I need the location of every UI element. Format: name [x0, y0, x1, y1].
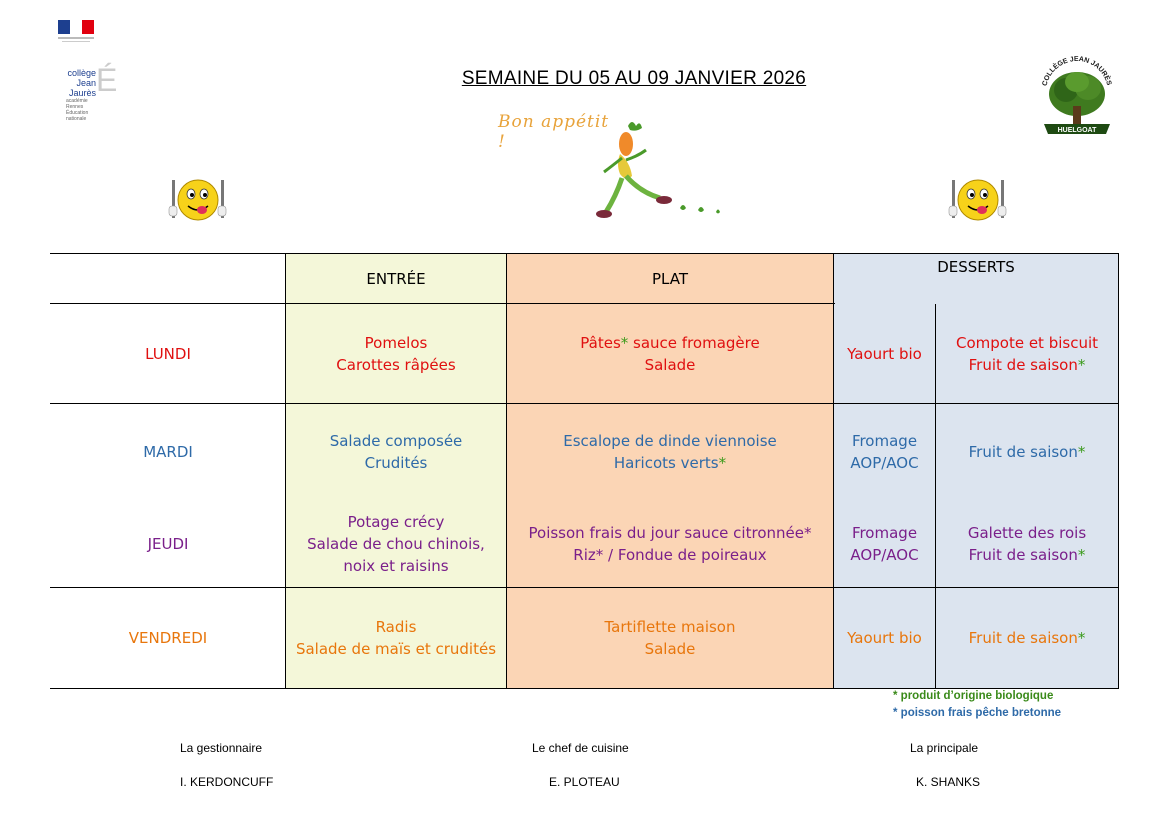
- lundi-entree: Pomelos Carottes râpées: [336, 334, 456, 374]
- signature-role-principale: La principale: [910, 741, 979, 755]
- header-desserts: DESSERTS: [937, 258, 1015, 276]
- header-plat: PLAT: [651, 270, 688, 288]
- running-vegetable-illustration: [590, 116, 730, 222]
- jeudi-dessert-2: Galette des rois Fruit de saison*: [967, 524, 1087, 564]
- lundi-dessert-1: Yaourt bio: [847, 345, 922, 363]
- signature-name-chef: E. PLOTEAU: [549, 775, 620, 789]
- mardi-plat: Escalope de dinde viennoise Haricots verts*: [563, 432, 777, 472]
- day-jeudi: JEUDI: [147, 535, 189, 553]
- vendredi-entree: Radis Salade de maïs et crudités: [295, 618, 497, 658]
- college-jean-jaures-logo: [50, 60, 130, 130]
- college-logo-sub: académie Rennes Éducation nationale: [66, 98, 89, 122]
- republique-francaise-flag-logo: [58, 20, 94, 44]
- legend-poisson: * poisson frais pêche bretonne: [893, 707, 1062, 719]
- mardi-entree: Salade composée Crudités: [329, 432, 463, 472]
- e-letter-icon: É: [96, 62, 118, 98]
- lundi-plat: Pâtes* sauce fromagère Salade: [580, 334, 760, 374]
- tree-logo-top-text: COLLÈGE JEAN JAURÈS: [1041, 55, 1113, 87]
- tree-logo-bottom-text: HUELGOAT: [1057, 127, 1097, 134]
- day-lundi: LUNDI: [145, 345, 191, 363]
- day-vendredi: VENDREDI: [128, 629, 208, 647]
- signature-role-gestionnaire: La gestionnaire: [180, 741, 263, 755]
- smiley-fork-knife-icon: [166, 176, 230, 224]
- college-tree-logo: [1036, 48, 1118, 138]
- vendredi-plat: Tartiflette maison Salade: [604, 618, 736, 658]
- mardi-dessert-2: Fruit de saison*: [968, 443, 1086, 461]
- page-title: SEMAINE DU 05 AU 09 JANVIER 2026: [461, 68, 807, 89]
- lundi-dessert-2: Compote et biscuit Fruit de saison*: [955, 334, 1099, 374]
- signature-name-gestionnaire: I. KERDONCUFF: [180, 775, 274, 789]
- mardi-dessert-1: Fromage AOP/AOC: [850, 432, 919, 472]
- signature-role-chef: Le chef de cuisine: [532, 741, 629, 755]
- jeudi-dessert-1: Fromage AOP/AOC: [850, 524, 919, 564]
- jeudi-plat: Poisson frais du jour sauce citronnée* Riz* / Fondue de poireaux: [528, 524, 812, 564]
- signature-name-principale: K. SHANKS: [916, 775, 981, 789]
- legend-bio: * produit d’origine biologique: [893, 690, 1054, 702]
- college-logo-line1: collège: [67, 68, 96, 78]
- college-logo-line2: Jean Jaurès: [68, 78, 96, 98]
- jeudi-entree: Potage crécy Salade de chou chinois, noix et raisins: [307, 513, 485, 575]
- bon-appetit-text: Bon appétit !: [498, 112, 610, 152]
- vendredi-dessert-1: Yaourt bio: [847, 629, 922, 647]
- header-entree: ENTRÉE: [366, 270, 426, 288]
- smiley-fork-knife-icon: [946, 176, 1010, 224]
- day-mardi: MARDI: [143, 443, 193, 461]
- vendredi-dessert-2: Fruit de saison*: [968, 629, 1086, 647]
